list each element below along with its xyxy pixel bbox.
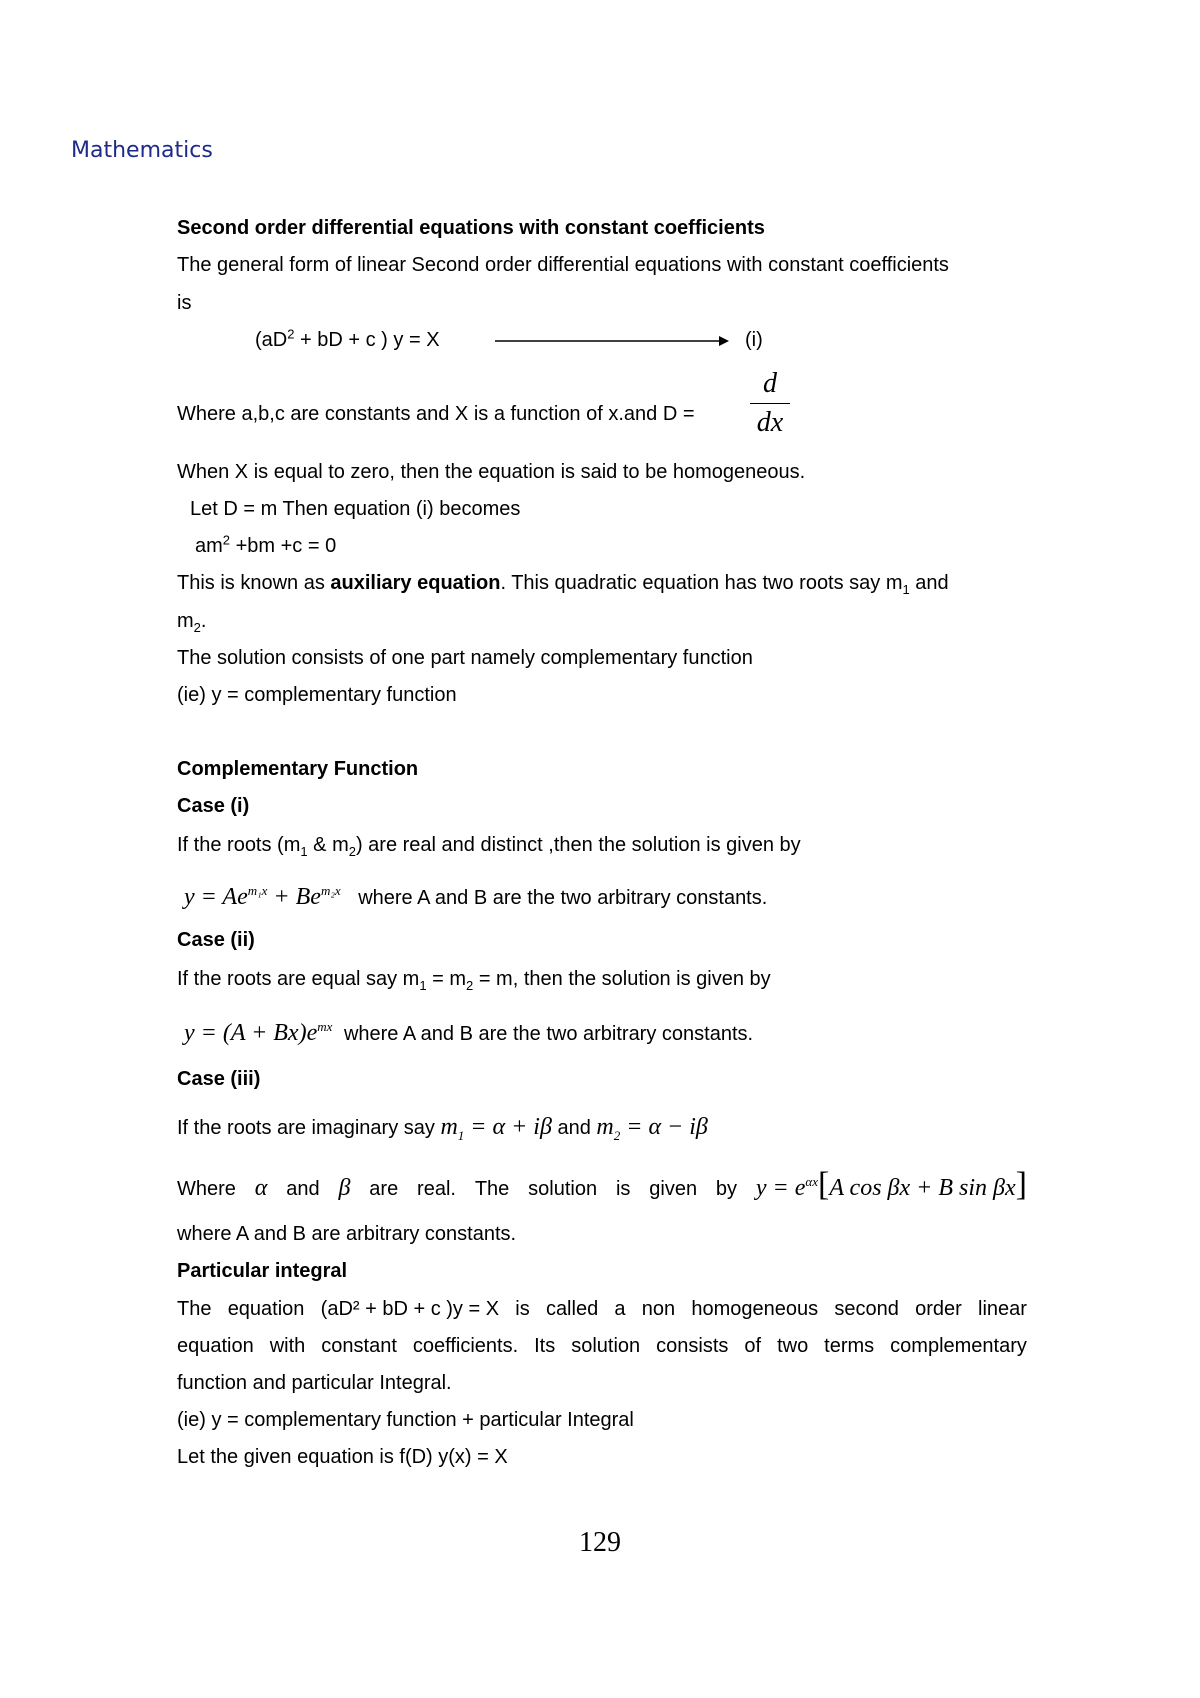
word: are: [369, 1178, 399, 1200]
particular-para-line1: [177, 1296, 1027, 1322]
equation-i-label: (i): [745, 329, 763, 351]
m1-subscript: 1: [902, 582, 910, 597]
case-ii-text-c: = m, then the solution is given by: [473, 968, 771, 990]
section-title-second-order: Second order differential equations with constant coefficients: [177, 217, 765, 239]
auxiliary-equation-formula: [195, 533, 336, 559]
sol-body: A cos βx + B sin βx: [829, 1175, 1016, 1201]
m2-m: m: [177, 610, 194, 632]
case-ii-text-a: If the roots are equal say m: [177, 968, 420, 990]
m1-symbol: m: [440, 1114, 458, 1140]
word: The: [177, 1298, 212, 1320]
word: complementary: [890, 1335, 1027, 1357]
word: Its: [534, 1335, 556, 1357]
section-title-particular: Particular integral: [177, 1260, 348, 1282]
roots-text: . This quadratic equation has two roots say m: [500, 572, 903, 594]
sol-y: y = e: [755, 1175, 806, 1201]
section-title-complementary: Complementary Function: [177, 758, 419, 780]
equation-i: [255, 327, 440, 353]
case-ii-constants-text: where A and B are the two arbitrary constants.: [343, 1023, 754, 1045]
alpha-symbol: α: [254, 1175, 268, 1201]
case-i-text-c: ) are real and distinct ,then the solution is given by: [355, 834, 801, 856]
intro-line-cont: is: [177, 292, 192, 314]
running-header: Mathematics: [71, 138, 213, 163]
m2-sub: 2: [613, 1127, 621, 1143]
aux-exponent: 2: [222, 532, 231, 548]
case-ii-text-b: = m: [426, 968, 467, 990]
case-iii-m1: [440, 1114, 552, 1143]
intro-line: The general form of linear Second order differential equations with constant coefficients: [177, 254, 949, 276]
fraction-bar: [750, 403, 790, 404]
case-ii-body: y = (A + Bx)e: [184, 1020, 318, 1046]
case-i-formula: [184, 884, 341, 910]
case-iii-and: and: [557, 1117, 597, 1139]
solution-line: The solution consists of one part namely complementary function: [177, 647, 753, 669]
page-number: 129: [579, 1527, 621, 1558]
fraction-denominator: dx: [756, 407, 784, 438]
case-i-text-a: If the roots (m: [177, 834, 301, 856]
case-i-sub1: 1: [300, 844, 308, 859]
case-i-description: [177, 832, 801, 858]
fraction-numerator: d: [763, 368, 777, 399]
case-i-formula-line: [184, 884, 767, 911]
word: by: [715, 1178, 738, 1200]
case-iii-solution-line: [177, 1166, 1027, 1203]
case-ii-exp: mx: [317, 1019, 333, 1034]
beta-symbol: β: [338, 1175, 351, 1201]
word: equation: [177, 1335, 254, 1357]
case-iii-m2: [596, 1114, 708, 1143]
word: of: [744, 1335, 762, 1357]
word: constant: [321, 1335, 397, 1357]
word: is: [615, 1178, 631, 1200]
case-ii-formula-line: [184, 1020, 753, 1047]
word: order: [915, 1298, 962, 1320]
homogeneous-line: When X is equal to zero, then the equation is said to be homogeneous.: [177, 461, 806, 483]
case-i-exp1: m₁x: [247, 883, 268, 898]
case-ii-description: [177, 966, 771, 992]
word: The: [474, 1178, 510, 1200]
case-iii-description: [177, 1114, 708, 1141]
m1-sub: 1: [457, 1127, 465, 1143]
left-bracket: [: [818, 1166, 830, 1203]
aux-rest: +bm +c = 0: [230, 535, 337, 557]
case-ii-formula: [184, 1020, 332, 1046]
and-text: and: [909, 572, 949, 594]
word: two: [777, 1335, 809, 1357]
m2-subscript: 2: [193, 620, 201, 635]
word: terms: [824, 1335, 875, 1357]
case-ii-sub1: 1: [419, 978, 427, 993]
word: Where: [177, 1178, 236, 1200]
word: with: [269, 1335, 306, 1357]
m2-period: .: [200, 610, 207, 632]
case-i-be: + Be: [267, 884, 321, 910]
case-iii-constants: where A and B are arbitrary constants.: [177, 1223, 517, 1245]
case-iii-solution-formula: [755, 1166, 1027, 1203]
case-ii-sub2: 2: [466, 978, 474, 993]
word: given: [649, 1178, 698, 1200]
word: solution: [528, 1178, 598, 1200]
word: called: [545, 1298, 599, 1320]
case-i-constants-text: where A and B are the two arbitrary constants.: [358, 887, 768, 909]
equation-i-left: (aD: [255, 329, 288, 351]
ie-particular: (ie) y = complementary function + particular Integral: [177, 1409, 634, 1431]
equation-i-right: + bD + c ) y = X: [294, 329, 440, 351]
where-constants: Where a,b,c are constants and X is a function of x.and D =: [177, 403, 695, 425]
word: second: [834, 1298, 899, 1320]
case-i-exp2: m₂x: [320, 883, 341, 898]
word: solution: [571, 1335, 641, 1357]
word: equation: [227, 1298, 305, 1320]
auxiliary-description: [177, 570, 949, 596]
aux-am: am: [195, 535, 223, 557]
auxiliary-term: auxiliary equation: [330, 572, 501, 594]
word: coefficients.: [412, 1335, 519, 1357]
equation-i-exponent: 2: [287, 326, 295, 342]
let-d-equals-m: Let D = m Then equation (i) becomes: [190, 498, 521, 520]
case-ii-title: Case (ii): [177, 929, 255, 951]
m2-line: [177, 608, 206, 634]
particular-para-line3: function and particular Integral.: [177, 1372, 452, 1394]
word: linear: [978, 1298, 1027, 1320]
word: is: [515, 1298, 530, 1320]
arrow-icon: [495, 333, 730, 349]
case-i-text-b: & m: [307, 834, 349, 856]
m2-value: = α − iβ: [620, 1114, 708, 1140]
word: a: [614, 1298, 626, 1320]
case-iii-title: Case (iii): [177, 1068, 261, 1090]
sol-exp: αx: [805, 1174, 818, 1189]
case-i-sub2: 2: [348, 844, 356, 859]
let-given-equation: Let the given equation is f(D) y(x) = X: [177, 1446, 508, 1468]
known-as-text: This is known as: [177, 572, 331, 594]
right-bracket: ]: [1015, 1166, 1027, 1203]
word: homogeneous: [691, 1298, 819, 1320]
particular-para-line2: [177, 1333, 1027, 1359]
word: consists: [656, 1335, 729, 1357]
case-i-ae: y = Ae: [184, 884, 248, 910]
word: non: [641, 1298, 676, 1320]
m2-symbol: m: [596, 1114, 614, 1140]
m1-value: = α + iβ: [464, 1114, 552, 1140]
word: real.: [417, 1178, 456, 1200]
ie-complementary: (ie) y = complementary function: [177, 684, 457, 706]
inline-equation: (aD² + bD + c )y = X: [320, 1298, 500, 1320]
word: and: [286, 1178, 320, 1200]
case-i-title: Case (i): [177, 795, 250, 817]
case-iii-text: If the roots are imaginary say: [177, 1117, 441, 1139]
d-over-dx-fraction: [750, 367, 790, 440]
